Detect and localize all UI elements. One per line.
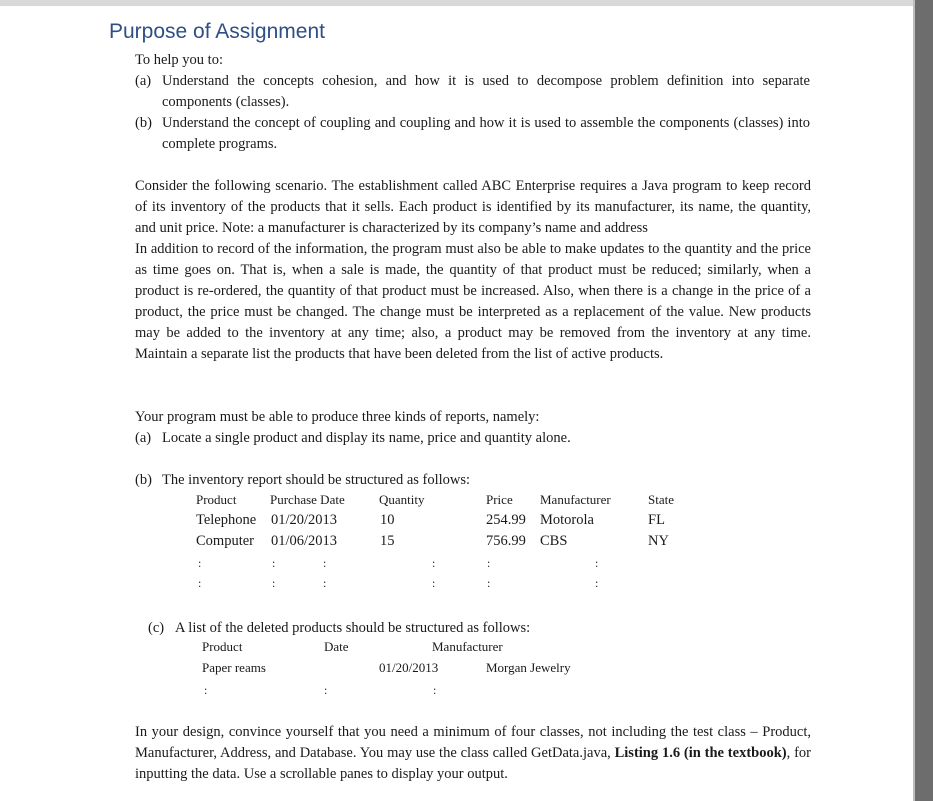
document-page <box>0 6 913 801</box>
inventory-ellipsis: : <box>272 576 276 590</box>
report-b-label: (b) <box>135 472 152 488</box>
inventory-ellipsis: : <box>432 576 436 590</box>
inventory-ellipsis: : <box>198 556 202 570</box>
inventory-header-state: State <box>648 492 674 507</box>
deleted-header-product: Product <box>202 639 243 654</box>
report-a-label: (a) <box>135 430 152 446</box>
goal-b-text: Understand the concept of coupling and coupling and how it is used to assemble the components (classes) into complete programs. <box>162 115 810 152</box>
inventory-ellipsis: : <box>432 556 436 570</box>
inventory-ellipsis: : <box>198 576 202 590</box>
inventory-row1-manufacturer: Motorola <box>540 512 594 528</box>
report-c-text: A list of the deleted products should be structured as follows: <box>175 620 531 636</box>
inventory-row1-date: 01/20/2013 <box>271 512 338 528</box>
inventory-ellipsis: : <box>272 556 276 570</box>
inventory-row1-quantity: 10 <box>380 512 395 528</box>
inventory-row2-state: NY <box>648 533 669 549</box>
deleted-header-date: Date <box>324 639 349 654</box>
inventory-header-quantity: Quantity <box>379 492 425 507</box>
report-a-text: Locate a single product and display its name, price and quantity alone. <box>162 430 571 446</box>
design-paragraph <box>135 722 811 785</box>
inventory-header-manufacturer: Manufacturer <box>540 492 611 507</box>
inventory-ellipsis: : <box>595 576 599 590</box>
inventory-header-price: Price <box>486 492 513 507</box>
inventory-row2-product: Computer <box>196 533 254 549</box>
deleted-row-date: 01/20/2013 <box>379 660 439 675</box>
inventory-row2-manufacturer: CBS <box>540 533 568 549</box>
design-text-start: In your design, convince yourself that you need a minimum of four classes, not including the test class – Product, Manufacturer, Address, and Database. You may use the class called GetData.java, <box>135 724 811 761</box>
page-title: Purpose of Assignment <box>109 20 325 43</box>
inventory-ellipsis: : <box>487 556 491 570</box>
inventory-header-product: Product <box>196 492 237 507</box>
deleted-ellipsis: : <box>324 683 328 697</box>
inventory-row1-product: Telephone <box>196 512 257 528</box>
reports-intro: Your program must be able to produce three kinds of reports, namely: <box>135 409 540 425</box>
goal-a-label: (a) <box>135 73 152 89</box>
goal-b-label: (b) <box>135 115 152 131</box>
inventory-ellipsis: : <box>323 576 327 590</box>
inventory-row2-date: 01/06/2013 <box>271 533 338 549</box>
inventory-row1-price: 254.99 <box>486 512 526 528</box>
inventory-row2-price: 756.99 <box>486 533 526 549</box>
vertical-scrollbar[interactable] <box>915 0 933 801</box>
inventory-header-purchase-date: Purchase Date <box>270 492 345 507</box>
deleted-ellipsis: : <box>433 683 437 697</box>
deleted-row-product: Paper reams <box>202 660 266 675</box>
scenario-paragraph: Consider the following scenario. The establishment called ABC Enterprise requires a Java program to keep record of its inventory of the products that it sells. Each product is identified by its manufacturer, its name, the quantity, and unit price. Note: a manufacturer is characterized by its company’s name and address <box>135 178 811 236</box>
inventory-ellipsis: : <box>595 556 599 570</box>
inventory-ellipsis: : <box>323 556 327 570</box>
deleted-ellipsis: : <box>204 683 208 697</box>
intro-text: To help you to: <box>135 52 223 68</box>
design-text-bold: Listing 1.6 (in the textbook) <box>614 745 787 761</box>
deleted-header-manufacturer: Manufacturer <box>432 639 503 654</box>
inventory-row1-state: FL <box>648 512 665 528</box>
design-text-end: , for inputting the data. Use a scrollable panes to display your output. <box>135 745 811 782</box>
deleted-row-manufacturer: Morgan Jewelry <box>486 660 571 675</box>
report-b-text: The inventory report should be structured as follows: <box>162 472 471 488</box>
goal-a-text: Understand the concepts cohesion, and how it is used to decompose problem definition into separate components (classes). <box>162 73 810 110</box>
inventory-ellipsis: : <box>487 576 491 590</box>
report-c-label: (c) <box>148 620 165 636</box>
requirements-paragraph: In addition to record of the information, the program must also be able to make updates to the quantity and the price as time goes on. That is, when a sale is made, the quantity of that product must be reduced; similarly, when a product is re-ordered, the quantity of that product must be increased. Also, when there is a change in the price of a product, the price must be changed. The change must be interpreted as a replacement of the value. New products may be added to the inventory at any time; also, a product may be removed from the inventory at any time. Maintain a separate list the products that have been deleted from the list of active products. <box>135 241 811 362</box>
inventory-row2-quantity: 15 <box>380 533 395 549</box>
